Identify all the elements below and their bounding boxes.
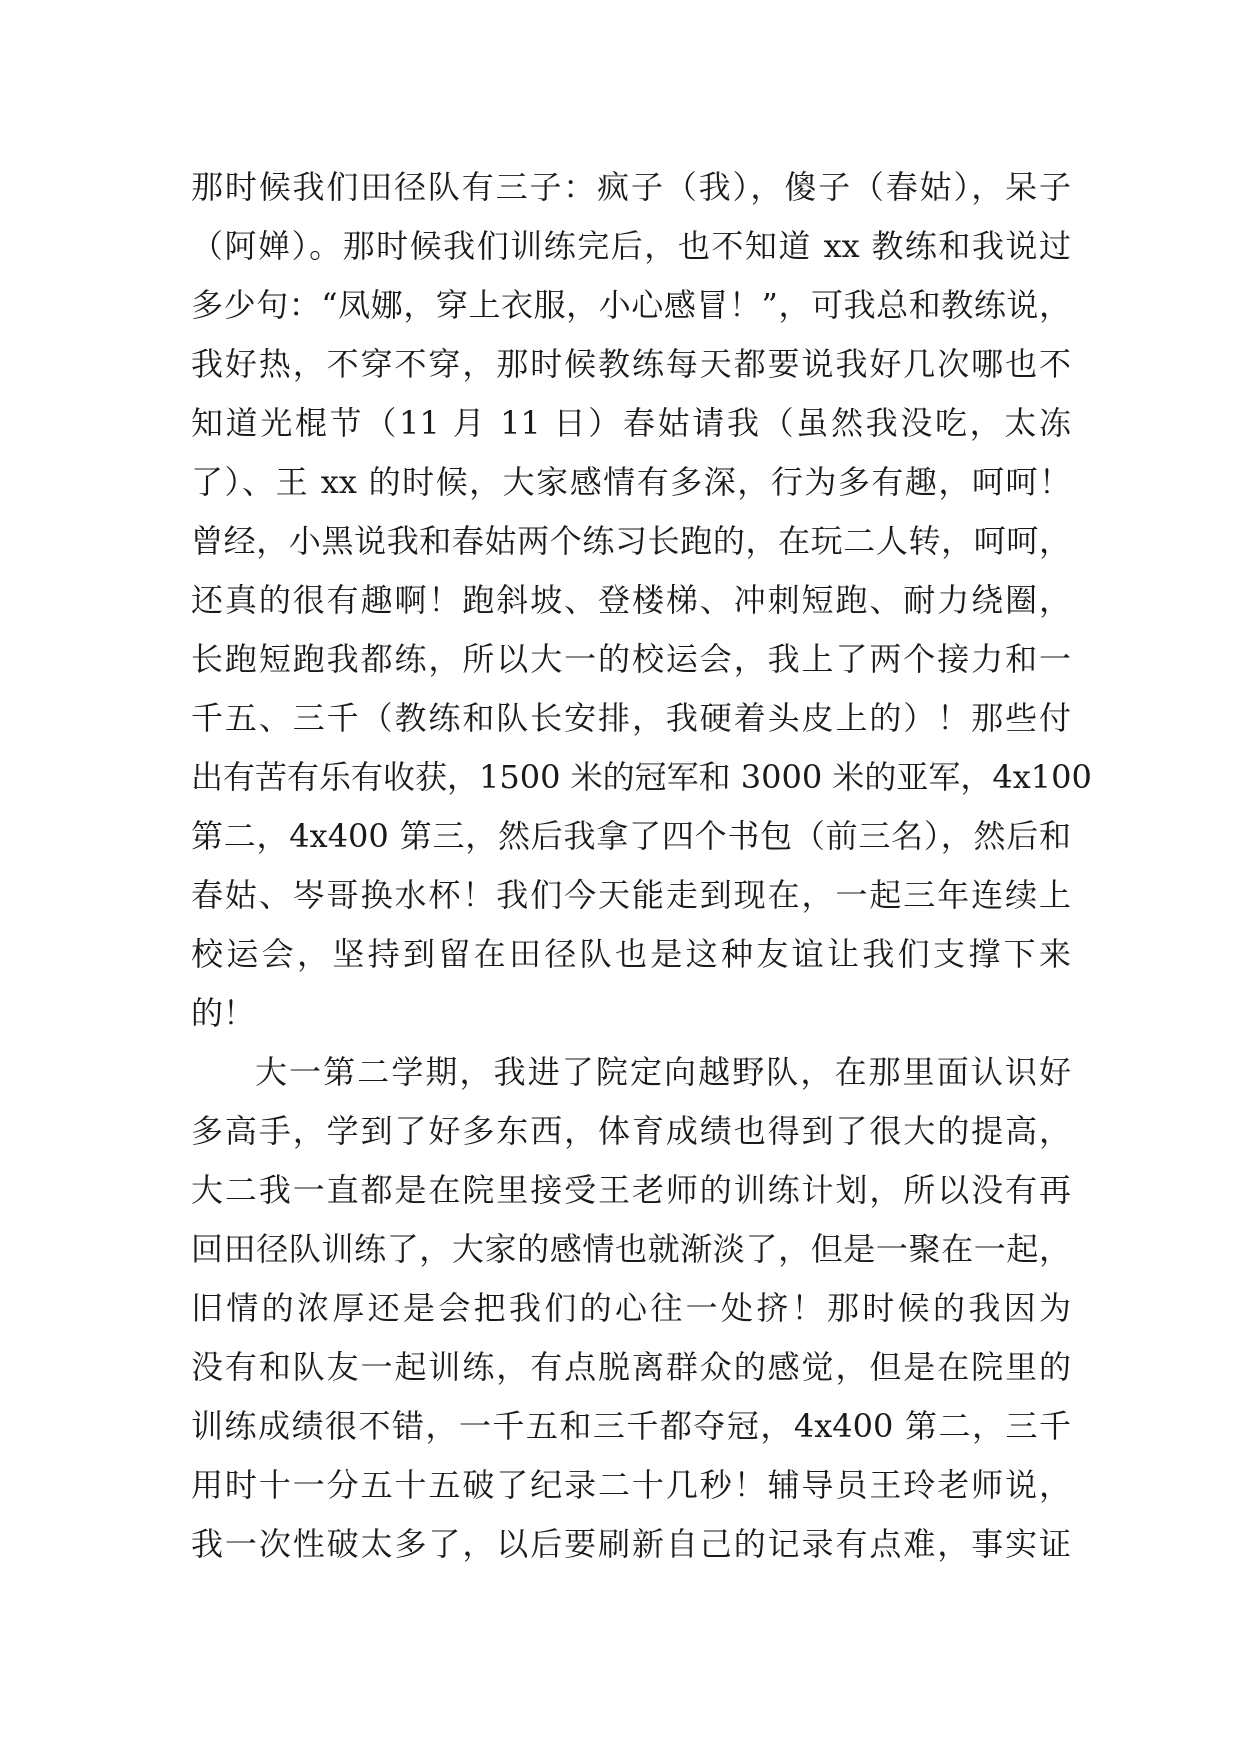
text-line: 大一第二学期，我进了院定向越野队，在那里面认识好	[255, 1053, 1071, 1091]
text-line: 第二，4x400 第三，然后我拿了四个书包（前三名），然后和	[191, 817, 1071, 855]
text-line: （阿婵）。那时候我们训练完后，也不知道 xx 教练和我说过	[191, 227, 1071, 265]
paragraph-1	[191, 158, 1092, 1043]
text-line: 用时十一分五十五破了纪录二十几秒！辅导员王玲老师说，	[191, 1466, 1071, 1504]
text-line: 校运会，坚持到留在田径队也是这种友谊让我们支撑下来	[191, 935, 1071, 973]
text-line: 曾经，小黑说我和春姑两个练习长跑的，在玩二人转，呵呵，	[191, 522, 1071, 560]
text-line: 没有和队友一起训练，有点脱离群众的感觉，但是在院里的	[191, 1348, 1071, 1386]
text-line: 知道光棍节（11 月 11 日）春姑请我（虽然我没吃，太冻	[191, 404, 1071, 442]
text-line: 大二我一直都是在院里接受王老师的训练计划，所以没有再	[191, 1171, 1071, 1209]
text-line: 多少句：“凤娜，穿上衣服，小心感冒！”，可我总和教练说，	[191, 286, 1071, 324]
text-line: 长跑短跑我都练，所以大一的校运会，我上了两个接力和一	[191, 640, 1071, 678]
text-line: 出有苦有乐有收获，1500 米的冠军和 3000 米的亚军，4x100	[191, 758, 1092, 796]
text-line: 我一次性破太多了，以后要刷新自己的记录有点难，事实证	[191, 1525, 1071, 1563]
text-line: 回田径队训练了，大家的感情也就渐淡了，但是一聚在一起，	[191, 1230, 1071, 1268]
text-line: 多高手，学到了好多东西，体育成绩也得到了很大的提高，	[191, 1112, 1071, 1150]
text-line: 的！	[191, 994, 256, 1032]
text-line: 那时候我们田径队有三子：疯子（我），傻子（春姑），呆子	[191, 168, 1071, 206]
text-line: 旧情的浓厚还是会把我们的心往一处挤！那时候的我因为	[191, 1289, 1071, 1327]
text-line: 还真的很有趣啊！跑斜坡、登楼梯、冲刺短跑、耐力绕圈，	[191, 581, 1071, 619]
text-line: 千五、三千（教练和队长安排，我硬着头皮上的）！那些付	[191, 699, 1071, 737]
text-line: 训练成绩很不错，一千五和三千都夺冠，4x400 第二，三千	[191, 1407, 1071, 1445]
paragraph-2	[191, 1043, 1071, 1574]
text-line: 了）、王 xx 的时候，大家感情有多深，行为多有趣，呵呵！	[191, 463, 1071, 501]
text-line: 我好热，不穿不穿，那时候教练每天都要说我好几次哪也不	[191, 345, 1071, 383]
text-line: 春姑、岑哥换水杯！我们今天能走到现在，一起三年连续上	[191, 876, 1071, 914]
document-body	[191, 158, 1092, 1574]
